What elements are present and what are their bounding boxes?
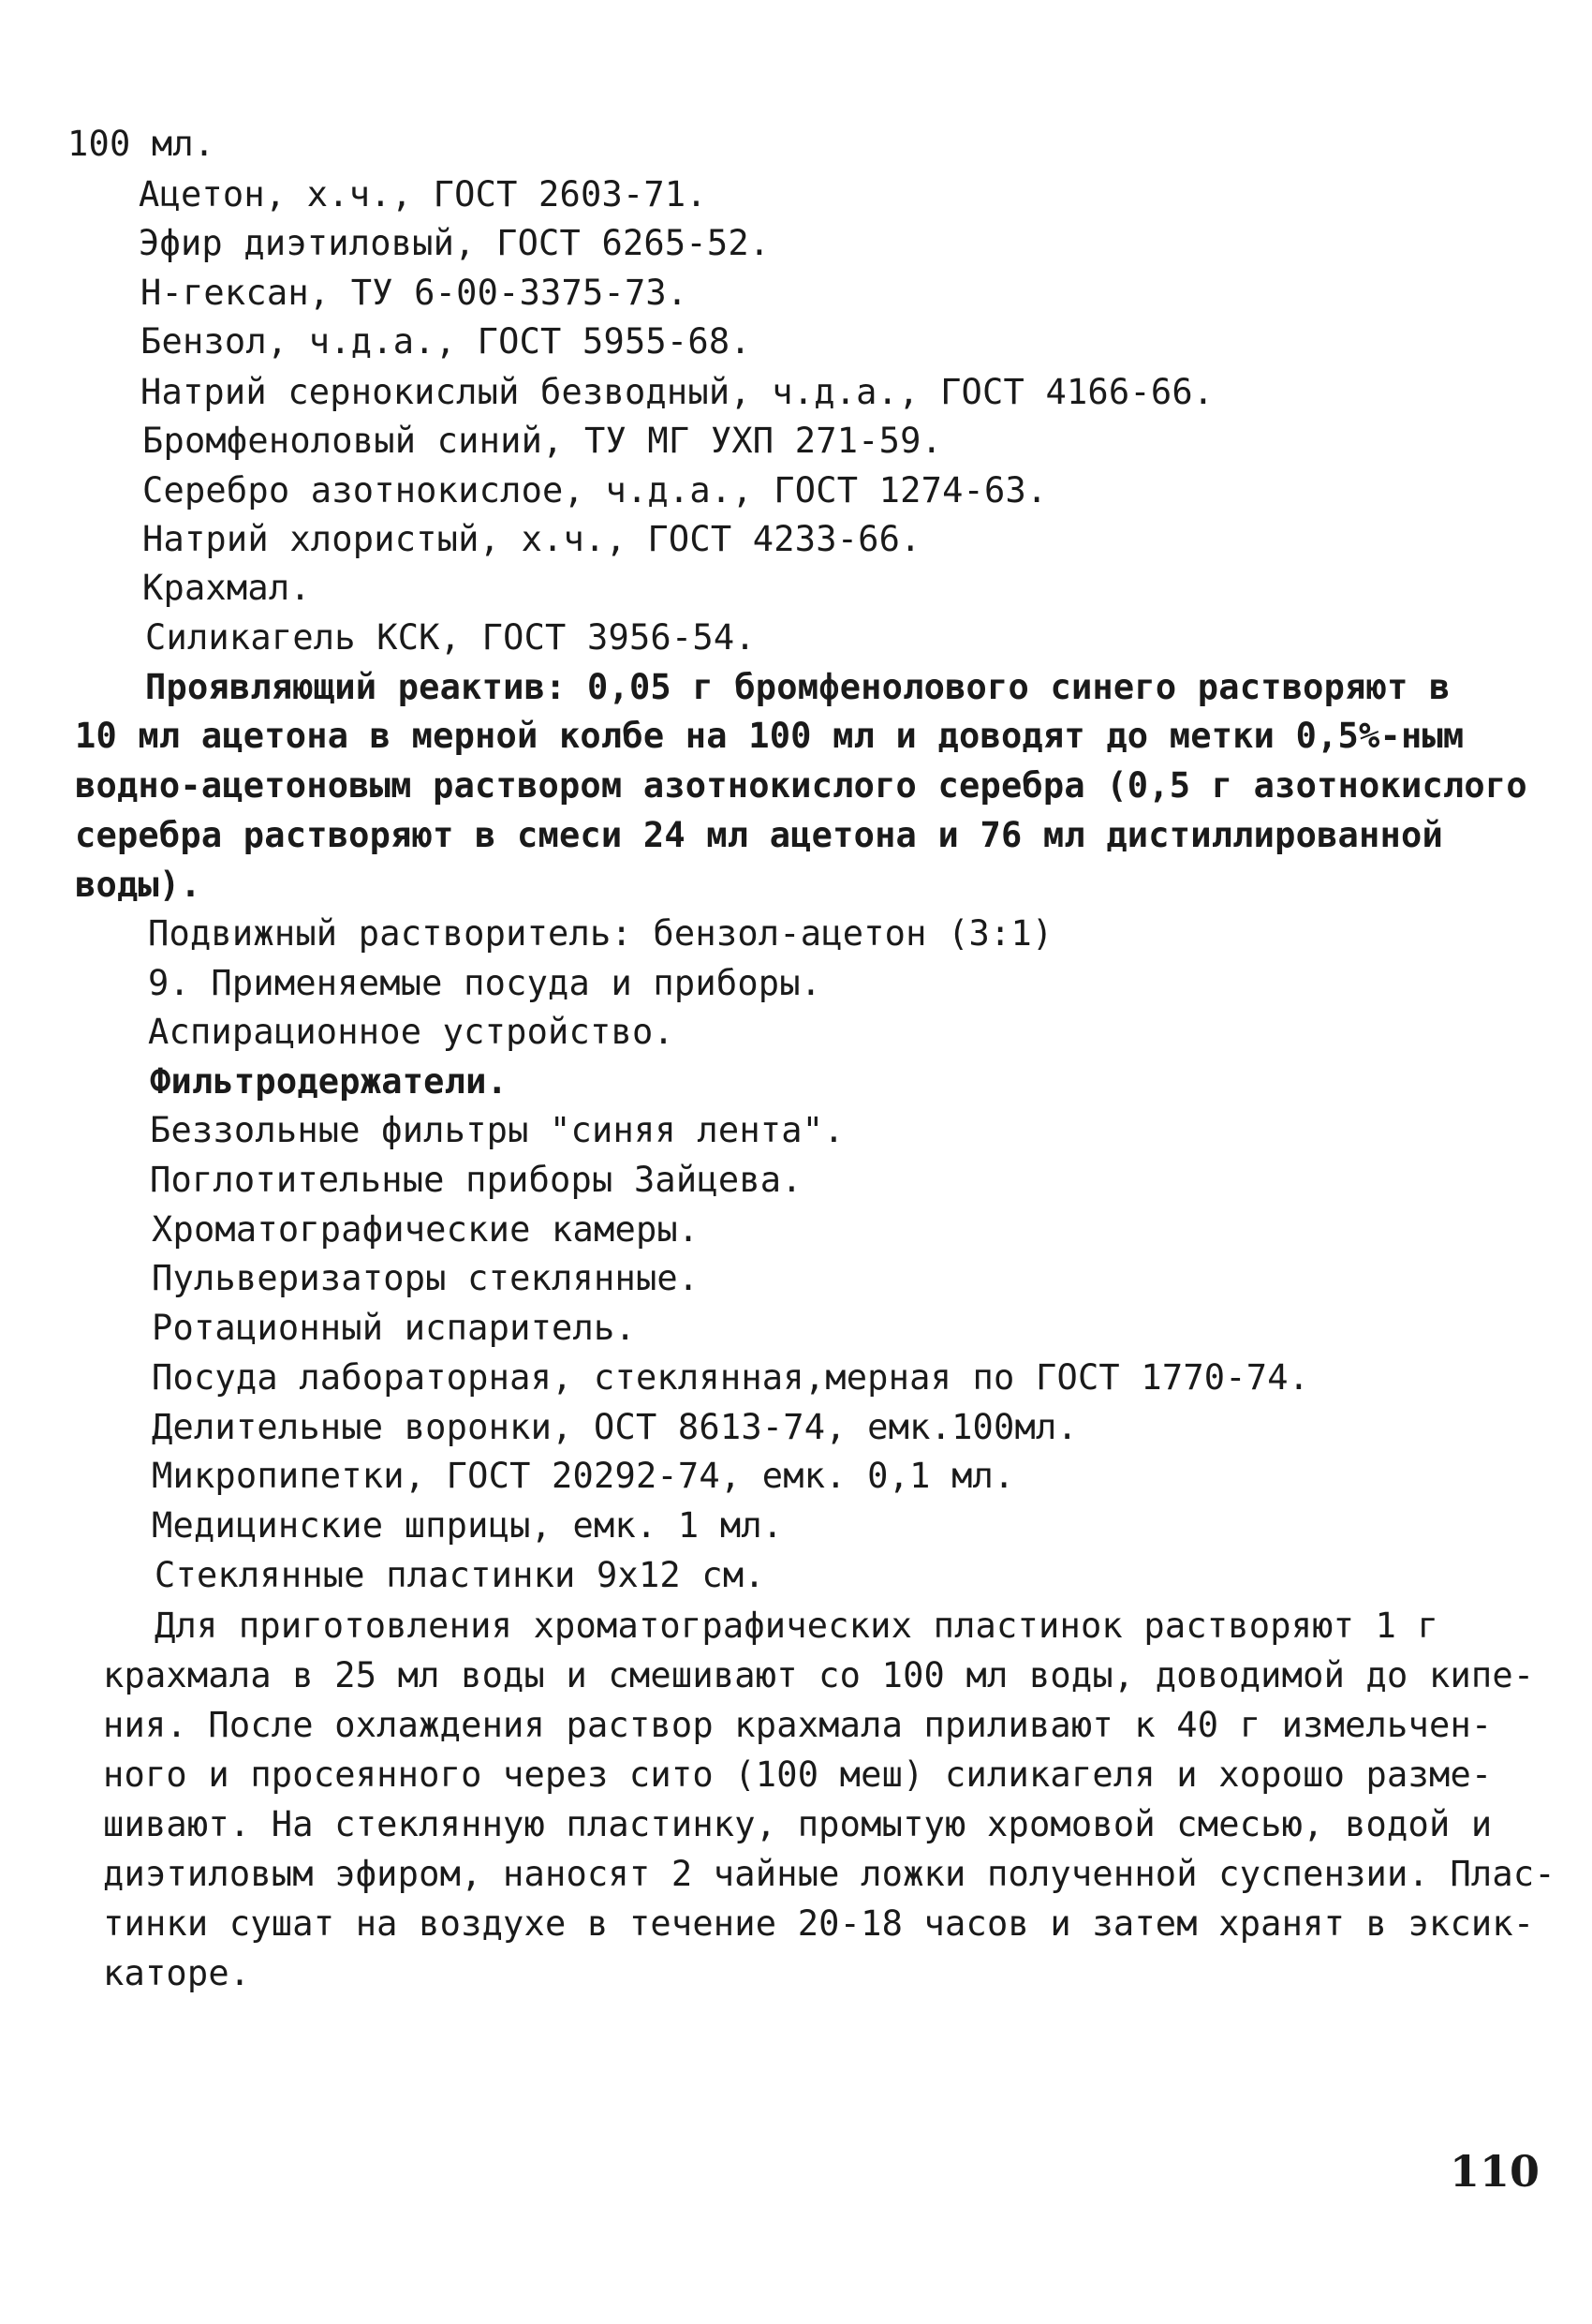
text-line: 10 мл ацетона в мерной колбе на 100 мл и доводят до метки 0,5%-ным <box>75 716 1465 756</box>
text-line: Н-гексан, ТУ 6-00-3375-73. <box>140 273 688 313</box>
text-line: Ротационный испаритель. <box>152 1308 636 1348</box>
page-number: 110 <box>1450 2146 1540 2197</box>
text-line: Микропипетки, ГОСТ 20292-74, емк. 0,1 мл. <box>152 1456 1015 1496</box>
text-line: водно-ацетоновым раствором азотнокислого серебра (0,5 г азотнокислого <box>75 765 1527 806</box>
text-line: Проявляющий реактив: 0,05 г бромфенолового синего растворяют в <box>145 667 1451 707</box>
text-line: тинки сушат на воздухе в течение 20-18 часов и затем хранят в эксик- <box>103 1903 1535 1944</box>
text-line: Фильтродержатели. <box>150 1061 509 1102</box>
text-line: Поглотительные приборы Зайцева. <box>150 1160 803 1200</box>
text-line: 9. Применяемые посуда и приборы. <box>148 963 822 1003</box>
text-line: шивают. На стеклянную пластинку, промытую хромовой смесью, водой и <box>103 1804 1493 1844</box>
text-line: Делительные воронки, ОСТ 8613-74, емк.100мл. <box>152 1407 1078 1447</box>
text-line: Стеклянные пластинки 9х12 см. <box>155 1555 765 1595</box>
text-line: Бензол, ч.д.а., ГОСТ 5955-68. <box>140 321 751 362</box>
text-line: каторе. <box>103 1953 251 1993</box>
text-line: Крахмал. <box>142 568 311 608</box>
text-line: крахмала в 25 мл воды и смешивают со 100 мл воды, доводимой до кипе- <box>103 1655 1535 1695</box>
text-line: серебра растворяют в смеси 24 мл ацетона и 76 мл дистиллированной <box>75 815 1443 855</box>
text-line: ния. После охлаждения раствор крахмала приливают к 40 г измельчен- <box>103 1705 1493 1745</box>
text-line: Беззольные фильтры "синяя лента". <box>150 1110 845 1150</box>
text-line: Аспирационное устройство. <box>148 1012 674 1052</box>
text-line: Для приготовления хроматографических пластинок растворяют 1 г <box>155 1606 1439 1646</box>
text-line: Натрий хлористый, х.ч., ГОСТ 4233-66. <box>142 519 921 559</box>
text-line: Пульверизаторы стеклянные. <box>152 1258 700 1298</box>
text-line: Натрий сернокислый безводный, ч.д.а., ГОСТ 4166-66. <box>140 372 1215 412</box>
text-line: Хроматографические камеры. <box>152 1209 700 1250</box>
text-line: Эфир диэтиловый, ГОСТ 6265-52. <box>139 223 771 263</box>
text-line: Ацетон, х.ч., ГОСТ 2603-71. <box>139 174 707 215</box>
text-line: Медицинские шприцы, емк. 1 мл. <box>152 1505 784 1546</box>
text-line: Подвижный растворитель: бензол-ацетон (3:1) <box>148 913 1054 954</box>
text-line: Бромфеноловый синий, ТУ МГ УХП 271-59. <box>142 421 943 461</box>
text-line: Силикагель КСК, ГОСТ 3956-54. <box>145 617 756 658</box>
text-line: ного и просеянного через сито (100 меш) силикагеля и хорошо разме- <box>103 1754 1493 1795</box>
text-line: Серебро азотнокислое, ч.д.а., ГОСТ 1274-63. <box>142 470 1048 511</box>
text-line: воды). <box>75 865 201 905</box>
text-line: диэтиловым эфиром, наносят 2 чайные ложки полученной суспензии. Плас- <box>103 1854 1555 1894</box>
text-line: 100 мл. <box>67 124 215 164</box>
text-line: Посуда лабораторная, стеклянная,мерная по ГОСТ 1770-74. <box>152 1357 1310 1398</box>
